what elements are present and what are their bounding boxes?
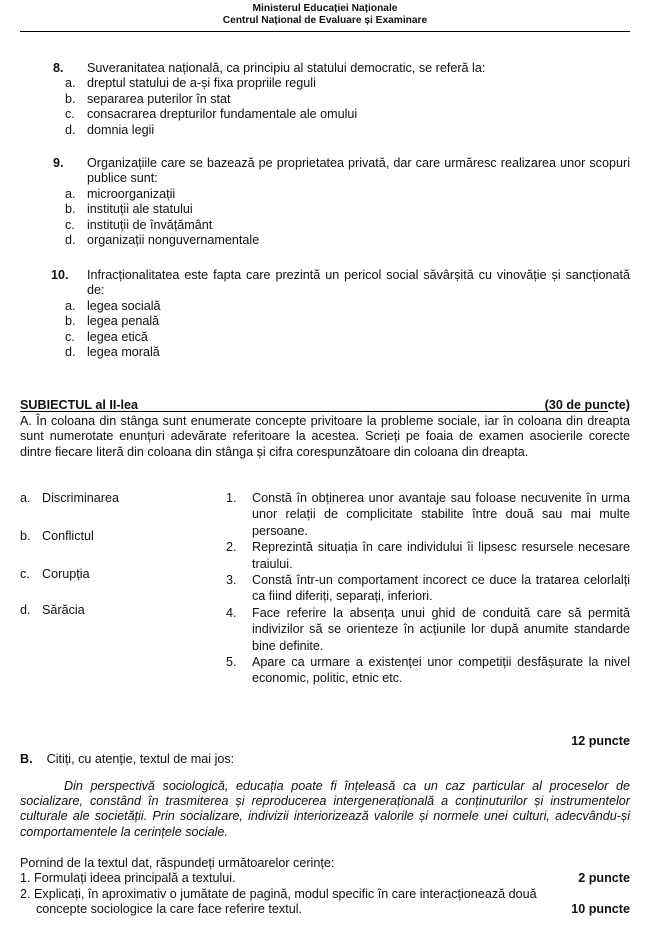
part-b-heading bbox=[20, 752, 234, 766]
statement-item: 4. Face referire la absența unui ghid de conduită care să permită indivizilor să se orienteze în acțiunile lor după anumite standarde bine definite. bbox=[226, 605, 630, 653]
option-d: d. organizații nonguvernamentale bbox=[65, 233, 260, 248]
option-a: a. dreptul statului de a-și fixa propriile reguli bbox=[65, 76, 316, 91]
requirement-1-points: 2 puncte bbox=[578, 871, 630, 886]
header-center: Centrul Național de Evaluare și Examinare bbox=[222, 14, 428, 26]
subject-underline bbox=[20, 411, 608, 412]
requirement-2-cont: concepte sociologice la care face referire textul. 10 puncte bbox=[36, 902, 630, 917]
question-10 bbox=[20, 268, 630, 360]
option-b: b. separarea puterilor în stat bbox=[65, 91, 231, 106]
statements-column bbox=[226, 490, 630, 687]
header-divider bbox=[20, 31, 630, 32]
question-stem: Infracționalitatea este fapta care prezintă un pericol social săvârșită cu vinovăție și sancționată de: bbox=[87, 268, 630, 298]
option-c: c. consacrarea drepturilor fundamentale ale omului bbox=[65, 107, 358, 122]
requirement-2: 2. Explicați, în aproximativ o jumătate de pagină, modul specific în care interacționează două bbox=[20, 886, 537, 901]
part-a-instructions: A. În coloana din stânga sunt enumerate concepte privitoare la probleme sociale, iar în coloana din dreapta sunt numerotate enunțuri adevărate referitoare la acestea. Scrieți pe foaia de examen asocierile corecte dintre fiecare literă din coloana din stânga și cifra corespunzătoare din coloana din dreapta. bbox=[20, 414, 630, 459]
statement-item: 5. Apare ca urmare a existenței unor competiții desfășurate la nivel economic, politic, etnic etc. bbox=[226, 655, 630, 686]
question-8 bbox=[20, 61, 630, 138]
question-number: 9. bbox=[53, 156, 64, 170]
option-a: a. legea socială bbox=[65, 298, 161, 313]
statement-item: 1. Constă în obținerea unor avantaje sau foloase necuvenite în urma unor relații de complicitate stabilite între două sau mai multe persoane. bbox=[226, 491, 630, 538]
requirement-2-points: 10 puncte bbox=[571, 902, 630, 917]
part-a-points: 12 puncte bbox=[571, 734, 630, 748]
question-number: 8. bbox=[53, 61, 64, 75]
option-c: c. legea etică bbox=[65, 329, 148, 344]
question-number: 10. bbox=[51, 268, 69, 282]
subject-points: (30 de puncte) bbox=[544, 398, 630, 412]
option-a: a. microorganizații bbox=[65, 186, 176, 201]
subject-title: SUBIECTUL al II-lea bbox=[20, 398, 139, 412]
option-d: d. legea morală bbox=[65, 345, 160, 360]
option-b: b. instituții ale statului bbox=[65, 202, 193, 217]
statement-item: 2. Reprezintă situația în care individului îi lipsesc resursele necesare traiului. bbox=[226, 540, 630, 571]
statement-item: 3. Constă într-un comportament incorect ce duce la tratarea celorlalți ca fiind diferiți, separați, inferiori. bbox=[226, 573, 630, 604]
question-9 bbox=[20, 156, 630, 248]
page-header bbox=[0, 3, 650, 26]
question-stem: Organizațiile care se bazează pe proprietatea privată, dar care urmăresc realizarea unor scopuri publice sunt: bbox=[87, 156, 630, 186]
requirements-intro: Pornind de la textul dat, răspundeți următoarelor cerințe: bbox=[20, 856, 335, 870]
header-ministry: Ministerul Educației Naționale bbox=[252, 3, 398, 14]
option-c: c. instituții de învățământ bbox=[65, 217, 213, 232]
part-b-label: B. bbox=[20, 752, 33, 766]
quoted-text: Din perspectivă sociologică, educația poate fi înțeleasă ca un caz particular al proceselor de socializare, constând în trasmiterea și reproducerea intergenerațională a conținuturilor și instrumentelor culturale ale societății. Prin socializare, indivizii interiorizează valorile și normele unei culturi, adecvându-și comportamentele la cerințele sociale. bbox=[20, 779, 630, 839]
requirements bbox=[20, 856, 630, 918]
option-d: d. domnia legii bbox=[65, 122, 155, 137]
question-stem: Suveranitatea națională, ca principiu al statului democratic, se referă la: bbox=[87, 61, 486, 75]
requirement-1: 1. Formulați ideea principală a textului. 2 puncte bbox=[20, 871, 630, 886]
part-b-instruction: Citiți, cu atenție, textul de mai jos: bbox=[46, 752, 235, 766]
option-b: b. legea penală bbox=[65, 314, 160, 329]
